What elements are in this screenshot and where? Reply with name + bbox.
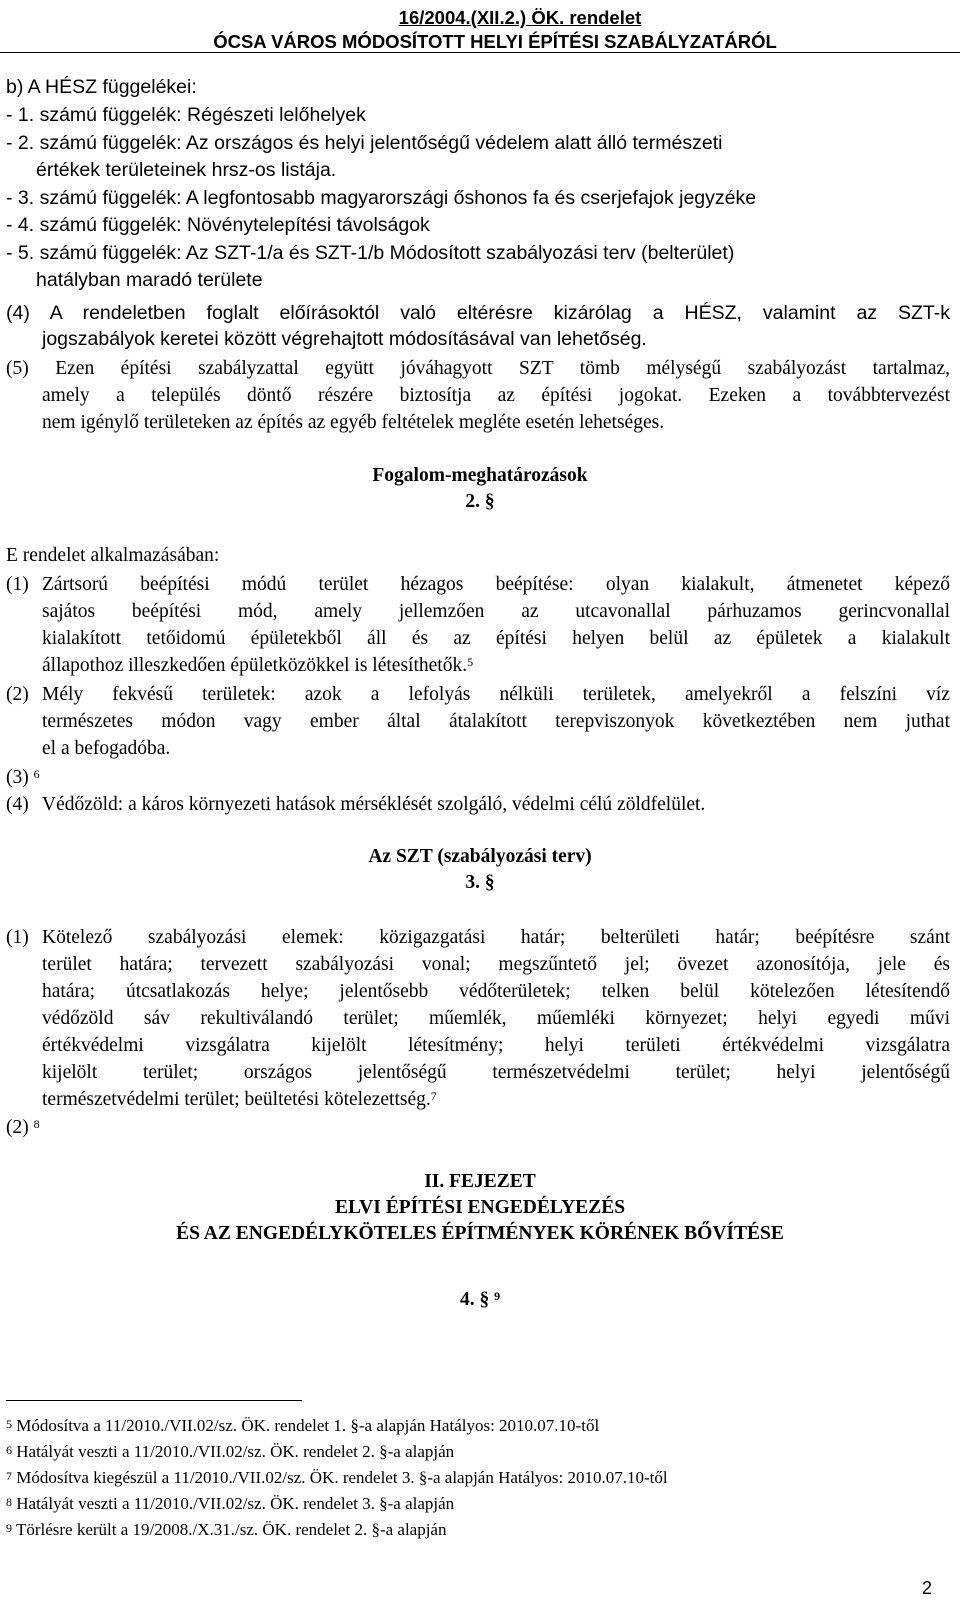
section-3-para-1-label: (1) bbox=[6, 927, 29, 948]
definition-4-line-1: Védőzöld: a káros környezeti hatások mérséklését szolgáló, védelmi célú zöldfelület. bbox=[42, 794, 706, 815]
footnote-6: $^6$ Hatályát veszti a 11/2010./VII.02/sz. ÖK. rendelet 2. §-a alapján bbox=[6, 1442, 455, 1461]
section-2-heading: Fogalom-meghatározások bbox=[372, 465, 588, 486]
section-3-para-1-line-1: Kötelező szabályozási elemek: közigazgatási határ; belterületi határ; beépítésre szánt bbox=[42, 927, 950, 948]
paragraph-4-line-1: (4) A rendeletben foglalt előírásoktól való eltérésre kizárólag a HÉSZ, valamint az SZT-k bbox=[6, 302, 950, 324]
section-3-para-1-line-3: határa; útcsatlakozás helye; jelentősebb védőterületek; telken belül kötelezően létesítendő bbox=[42, 981, 950, 1002]
section-3-para-1-line-5: értékvédelmi vizsgálatra kijelölt létesítmény; helyi területi értékvédelmi vizsgálatra bbox=[42, 1035, 950, 1056]
page-number: 2 bbox=[921, 1578, 932, 1598]
footnote-5: $^5$ Módosítva a 11/2010./VII.02/sz. ÖK. rendelet 1. §-a alapján Hatályos: 2010.07.10-től bbox=[6, 1416, 600, 1435]
section-3-para-2: (2) $^8$ bbox=[6, 1117, 40, 1138]
document-header bbox=[0, 6, 960, 54]
definition-2-line-1: Mély fekvésű területek: azok a lefolyás nélküli területek, amelyekről a felszíni víz bbox=[42, 684, 950, 705]
definition-1-line-1: Zártsorú beépítési módú terület hézagos beépítése: olyan kialakult, átmenetet képező bbox=[42, 574, 950, 595]
appendix-item-3: - 3. számú függelék: A legfontosabb magyarországi őshonos fa és cserjefajok jegyzéke bbox=[6, 187, 757, 209]
section-3-number: 3. § bbox=[465, 872, 495, 893]
definition-4-label: (4) bbox=[6, 794, 29, 815]
footnote-8: $^8$ Hatályát veszti a 11/2010./VII.02/sz. ÖK. rendelet 3. §-a alapján bbox=[6, 1494, 455, 1513]
chapter-title: II. FEJEZET bbox=[424, 1171, 536, 1192]
section-3-para-1-line-4: védőzöld sáv rekultiválandó terület; műemlék, műemléki környezet; helyi egyedi művi bbox=[42, 1008, 950, 1029]
paragraph-4-line-2: jogszabályok keretei között végrehajtott módosításával van lehetőség. bbox=[42, 328, 647, 350]
section-4-number: 4. § $^9$ bbox=[459, 1289, 501, 1310]
appendix-title: b) A HÉSZ függelékei: bbox=[6, 76, 197, 98]
definitions-intro: E rendelet alkalmazásában: bbox=[6, 545, 220, 566]
footnote-ref-8: 8 bbox=[33, 1117, 40, 1131]
definition-3: (3) $^6$ bbox=[6, 767, 40, 788]
paragraph-5-line-1: (5) Ezen építési szabályzattal együtt jóváhagyott SZT tömb mélységű szabályozást tartalmaz, bbox=[6, 358, 950, 379]
appendix-item-4: - 4. számú függelék: Növénytelepítési távolságok bbox=[6, 214, 430, 236]
definition-1-label: (1) bbox=[6, 574, 29, 595]
section-3-para-1-line-6: kijelölt terület; országos jelentőségű természetvédelmi terület; helyi jelentőségű bbox=[42, 1062, 950, 1083]
appendix-item-5: - 5. számú függelék: Az SZT-1/a és SZT-1/b Módosított szabályozási terv (belterület) bbox=[6, 242, 735, 264]
appendix-item-2-cont: értékek területeinek hrsz-os listája. bbox=[36, 159, 337, 181]
section-2-number: 2. § bbox=[465, 491, 495, 512]
paragraph-5-line-3: nem igénylő területeken az építés az egyéb feltételek megléte esetén lehetséges. bbox=[42, 412, 665, 433]
definition-2-line-3: el a befogadóba. bbox=[42, 738, 171, 759]
appendix-item-5-cont: hatályban maradó területe bbox=[36, 269, 263, 291]
header-regulation-title: ÓCSA VÁROS MÓDOSÍTOTT HELYI ÉPÍTÉSI SZABÁLYZATÁRÓL bbox=[213, 31, 777, 52]
footnote-9: $^9$ Törlésre került a 19/2008./X.31./sz. ÖK. rendelet 2. §-a alapján bbox=[6, 1520, 447, 1539]
paragraph-5-line-2: amely a település döntő részére biztosítja az építési jogokat. Ezeken a továbbtervezést bbox=[42, 385, 950, 406]
footnote-ref-5: 5 bbox=[467, 655, 474, 669]
section-3-para-1-line-7: természetvédelmi terület; beültetési kötelezettség.$^7$ bbox=[42, 1089, 437, 1110]
footnote-ref-6: 6 bbox=[33, 767, 40, 781]
definition-1-line-4: állapothoz illeszkedően épületközökkel is létesíthetők.$^5$ bbox=[42, 655, 474, 676]
appendix-item-1: - 1. számú függelék: Régészeti lelőhelyek bbox=[6, 104, 366, 126]
chapter-subtitle-1: ELVI ÉPÍTÉSI ENGEDÉLYEZÉS bbox=[334, 1197, 626, 1218]
footnote-7: $^7$ Módosítva kiegészül a 11/2010./VII.02/sz. ÖK. rendelet 3. §-a alapján Hatályos: 2010.07.10-től bbox=[6, 1468, 668, 1487]
section-3-para-1-line-2: terület határa; tervezett szabályozási vonal; megszűntető jel; övezet azonosítója, jele és bbox=[42, 954, 950, 975]
footnote-ref-7: 7 bbox=[430, 1089, 437, 1103]
header-divider bbox=[0, 52, 960, 53]
footnote-ref-9: 9 bbox=[494, 1289, 501, 1303]
definition-2-label: (2) bbox=[6, 684, 29, 705]
definition-1-line-3: kialakított tetőidomú épületekből áll és az építési helyen belül az épületek a kialakult bbox=[42, 628, 950, 649]
definition-1-line-2: sajátos beépítési mód, amely jellemzően az utcavonallal párhuzamos gerincvonallal bbox=[42, 601, 950, 622]
appendix-item-2: - 2. számú függelék: Az országos és helyi jelentőségű védelem alatt álló természeti bbox=[6, 132, 723, 154]
chapter-subtitle-2: ÉS AZ ENGEDÉLYKÖTELES ÉPÍTMÉNYEK KÖRÉNEK BŐVÍTÉSE bbox=[176, 1223, 784, 1244]
header-regulation-number: 16/2004.(XII.2.) ÖK. rendelet bbox=[398, 7, 642, 28]
footnote-divider bbox=[6, 1400, 302, 1401]
section-3-heading: Az SZT (szabályozási terv) bbox=[368, 846, 592, 867]
definition-2-line-2: természetes módon vagy ember által átalakított terepviszonyok következtében nem juthat bbox=[42, 711, 950, 732]
